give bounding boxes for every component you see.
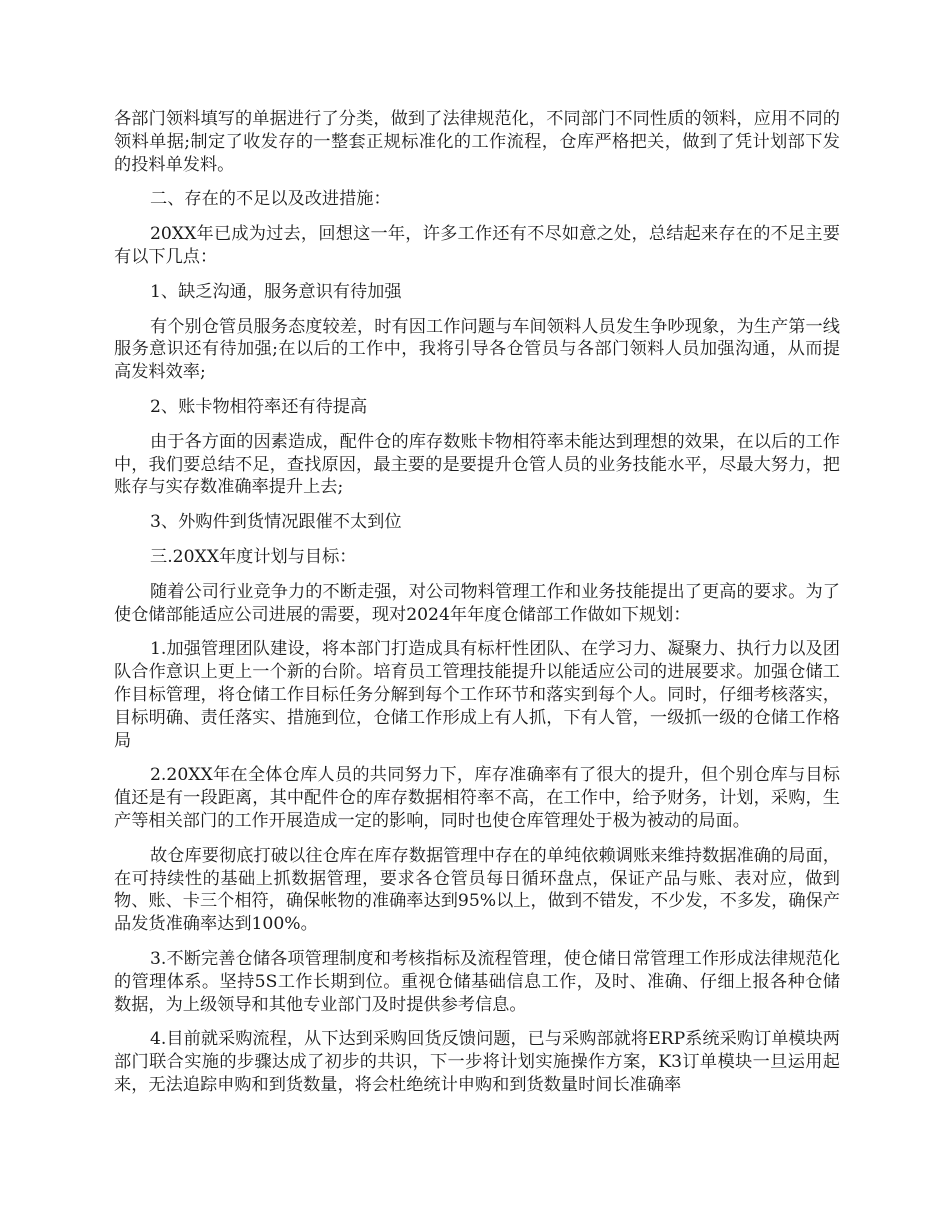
paragraph-accuracy: 由于各方面的因素造成，配件仓的库存数账卡物相符率未能达到理想的效果，在以后的工作中，我们要总结不足，查找原因，最主要的是要提升仓管人员的业务技能水平，尽最大努力，把账存与实存数准确率提升上去;: [114, 431, 840, 498]
paragraph-plan-intro: 随着公司行业竞争力的不断走强，对公司物料管理工作和业务技能提出了更高的要求。为了使仓储部能适应公司进展的需要，现对2024年年度仓储部工作做如下规划：: [114, 581, 840, 625]
item-heading-communication: 1、缺乏沟通，服务意识有待加强: [150, 281, 402, 302]
paragraph-plan-4: 4.目前就采购流程，从下达到采购回货反馈问题，已与采购部就将ERP系统采购订单模块两部门联合实施的步骤达成了初步的共识，下一步将计划实施操作方案，K3订单模块一旦运用起来，无法追踪申购和到货数量，将会杜绝统计申购和到货数量时间长准确率: [114, 1029, 840, 1095]
document-page: [114, 108, 840, 1109]
item-heading-accuracy: 2、账卡物相符率还有待提高: [150, 396, 368, 417]
paragraph-continuation: 各部门领料填写的单据进行了分类，做到了法律规范化，不同部门不同性质的领料，应用不同的领料单据;制定了收发存的一整套正规标准化的工作流程，仓库严格把关，做到了凭计划部下发的投料单发料。: [114, 109, 840, 175]
paragraph-plan-2-detail: 故仓库要彻底打破以往仓库在库存数据管理中存在的单纯依赖调账来维持数据准确的局面，在可持续性的基础上抓数据管理，要求各仓管员每日循环盘点，保证产品与账、表对应，做到物、账、卡三个相符，确保帐物的准确率达到95%以上，做到不错发，不少发，不多发，确保产品发货准确率达到100%。: [114, 845, 840, 935]
item-heading-purchasing: 3、外购件到货情况跟催不太到位: [150, 512, 402, 533]
paragraph-plan-1: 1.加强管理团队建设，将本部门打造成具有标杆性团队、在学习力、凝聚力、执行力以及团队合作意识上更上一个新的台阶。培育员工管理技能提升以能适应公司的进展要求。加强仓储工作目标管理，将仓储工作目标任务分解到每个工作环节和落实到每个人。同时，仔细考核落实，目标明确、责任落实、措施到位，仓储工作形成上有人抓，下有人管，一级抓一级的仓储工作格局: [114, 639, 840, 751]
paragraph-summary: 20XX年已成为过去，回想这一年，许多工作还有不尽如意之处，总结起来存在的不足主要有以下几点：: [114, 224, 840, 267]
paragraph-communication: 有个别仓管员服务态度较差，时有因工作问题与车间领料人员发生争吵现象，为生产第一线服务意识还有待加强;在以后的工作中，我将引导各仓管员与各部门领料人员加强沟通，从而提高发料效率;: [114, 316, 840, 383]
paragraph-plan-3: 3.不断完善仓储各项管理制度和考核指标及流程管理，使仓储日常管理工作形成法律规范化的管理体系。坚持5S工作长期到位。重视仓储基础信息工作，及时、准确、仔细上报各种仓储数据，为上级领导和其他专业部门及时提供参考信息。: [114, 948, 840, 1015]
paragraph-plan-2: 2.20XX年在全体仓库人员的共同努力下，库存准确率有了很大的提升，但个别仓库与目标值还是有一段距离，其中配件仓的库存数据相符率不高，在工作中，给予财务，计划，采购，生产等相关部门的工作开展造成一定的影响，同时也使仓库管理处于极为被动的局面。: [114, 765, 840, 831]
section-heading-plan: 三.20XX年度计划与目标：: [150, 546, 357, 567]
section-heading-shortcomings: 二、存在的不足以及改进措施：: [150, 189, 391, 210]
